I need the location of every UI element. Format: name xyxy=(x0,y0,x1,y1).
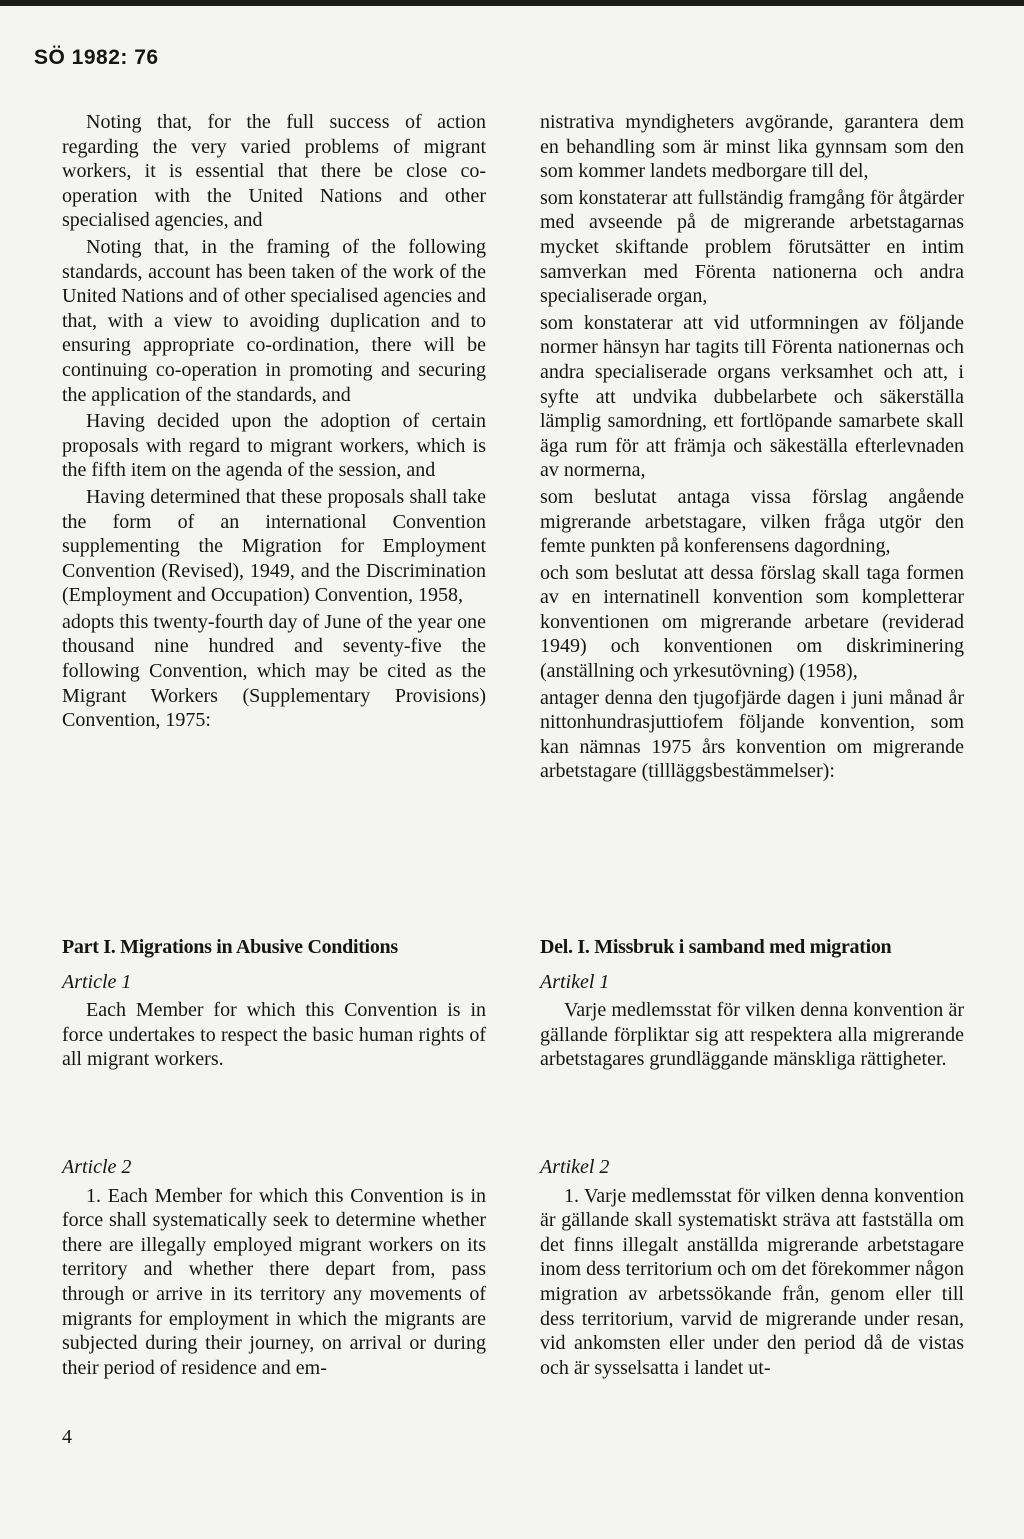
english-preamble xyxy=(62,110,486,735)
swedish-article-2-title: Artikel 2 xyxy=(540,1156,610,1178)
swedish-preamble xyxy=(540,110,964,786)
swedish-part-i xyxy=(540,935,964,1074)
page-number: 4 xyxy=(62,1426,72,1448)
english-article-2-title: Article 2 xyxy=(62,1156,132,1178)
english-article-2-text: 1. Each Member for which this Convention is in force shall systematically seek to determine whether there are illegally employed migrant workers on its territory and whether there depart from, pass through or arrive in its territory any movements of migrants for employment in which the migrants are subjected during their journey, on arrival or during their period of residence and em- xyxy=(62,1184,486,1379)
english-preamble-para: Having determined that these proposals shall take the form of an international Convention supplementing the Migration for Employment Convention (Revised), 1949, and the Discrimination (Employment and Occupation) Convention, 1958, xyxy=(62,485,486,607)
swedish-part-title: Del. I. Missbruk i samband med migration xyxy=(540,936,892,958)
english-part-title: Part I. Migrations in Abusive Conditions xyxy=(62,936,398,958)
swedish-preamble-para: som konstaterar att fullständig framgång för åtgärder med avseende på de migrerande arbetstagarnas mycket skiftande problem förutsätter en intim samverkan med Förenta nationerna och andra specialiserade organ, xyxy=(540,186,964,308)
english-article-1-title: Article 1 xyxy=(62,970,132,993)
english-preamble-para: Noting that, for the full success of action regarding the very varied problems of migrant workers, it is essential that there be close co-operation with the United Nations and other specialised agencies, and xyxy=(62,111,486,232)
english-preamble-para: adopts this twenty-fourth day of June of the year one thousand nine hundred and seventy-five the following Convention, which may be cited as the Migrant Workers (Supplementary Provisions) Convention, 1975: xyxy=(62,610,486,732)
swedish-article-1-title: Artikel 1 xyxy=(540,970,610,993)
english-preamble-para: Having decided upon the adoption of certain proposals with regard to migrant workers, which is the fifth item on the agenda of the session, and xyxy=(62,410,486,482)
swedish-preamble-para: som beslutat antaga vissa förslag angående migrerande arbetstagare, vilken fråga utgör den femte punkten på konferensens dagordning, xyxy=(540,485,964,558)
page-top-edge xyxy=(0,0,1024,6)
swedish-article-2-text: 1. Varje medlemsstat för vilken denna konvention är gällande skall systematiskt sträva att fastställa om det finns illegalt anställda migrerande arbetstagare inom dess territorium och om det förekommer någon migration av arbetssökande från, genom eller till dess territorium, varvid de migrerande under resan, vid ankomsten eller under den period då de vistas och är sysselsatta i landet ut- xyxy=(540,1184,964,1379)
document-reference: SÖ 1982: 76 xyxy=(34,46,159,69)
english-article-1-text: Each Member for which this Convention is in force undertakes to respect the basic human rights of all migrant workers. xyxy=(62,999,486,1071)
swedish-article-1-text: Varje medlemsstat för vilken denna konvention är gällande förpliktar sig att respektera alla migrerande arbetstagares grundläggande mänskliga rättigheter. xyxy=(540,999,964,1071)
english-part-i xyxy=(62,935,486,1074)
swedish-article-2 xyxy=(540,1155,964,1382)
swedish-preamble-para: och som beslutat att dessa förslag skall taga formen av en internatinell konvention som kompletterar konventionen om migrerande arbetare (reviderad 1949) och konventionen om diskriminering (anställning och yrkesutövning) (1958), xyxy=(540,561,964,683)
english-article-2 xyxy=(62,1155,486,1382)
english-preamble-para: Noting that, in the framing of the following standards, account has been taken of the work of the United Nations and of other specialised agencies and that, with a view to avoiding duplication and to ensuring appropriate co-ordination, there will be continuing co-operation in promoting and securing the application of the standards, and xyxy=(62,235,486,406)
swedish-preamble-para: antager denna den tjugofjärde dagen i juni månad år nittonhundrasjuttiofem följande konvention, som kan nämnas 1975 års konvention om migrerande arbetstagare (tillläggsbestämmelser): xyxy=(540,686,964,783)
swedish-preamble-para: nistrativa myndigheters avgörande, garantera dem en behandling som är minst lika gynnsam som den som kommer landets medborgare till del, xyxy=(540,111,964,183)
swedish-preamble-para: som konstaterar att vid utformningen av följande normer hänsyn har tagits till Förenta nationernas och andra specialiserade organs verksamhet och att, i syfte att undvika dubbelarbete och säkerställa lämplig samordning, ett fortlöpande samarbete skall äga rum för att främja och säkeställa efterlevnaden av normerna, xyxy=(540,311,964,482)
